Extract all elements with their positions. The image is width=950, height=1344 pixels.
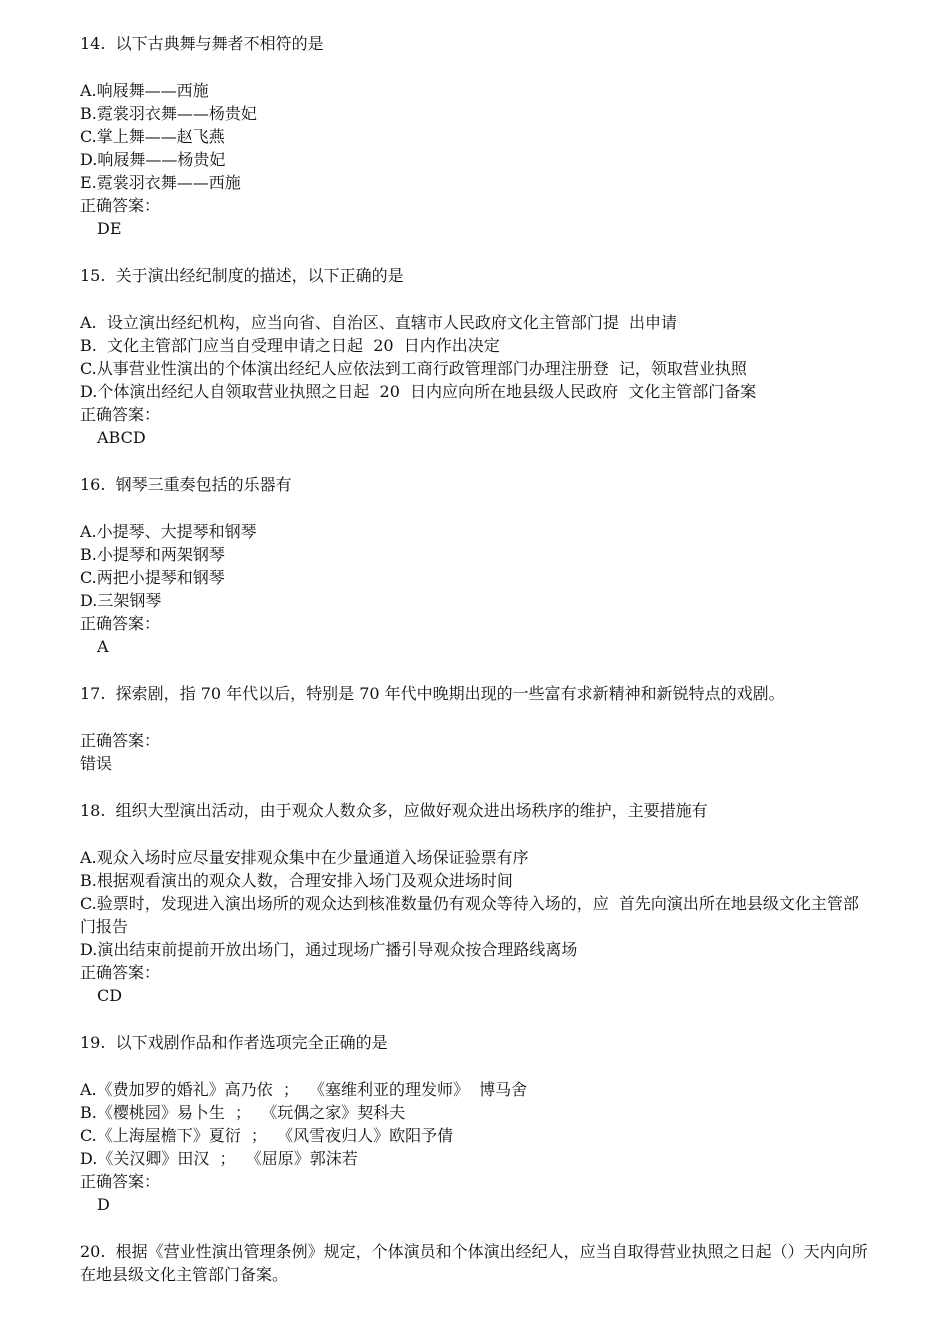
answer-value: CD [97,986,123,1005]
option-b: B.《樱桃园》易卜生 ； 《玩偶之家》契科夫 [80,1103,406,1122]
answer-value: ABCD [97,428,146,447]
option-c: C.两把小提琴和钢琴 [80,568,225,587]
question-14 [80,32,870,240]
question-title: 17. 探索剧，指 70 年代以后，特别是 70 年代中晚期出现的一些富有求新精神和新锐特点的戏剧。 [80,684,785,703]
question-title: 16. 钢琴三重奏包括的乐器有 [80,475,292,494]
option-c: C.掌上舞——赵飞燕 [80,127,225,146]
option-d: D.演出结束前提前开放出场门，通过现场广播引导观众按合理路线离场 [80,940,578,959]
answer-label: 正确答案： [80,1172,161,1191]
option-e: E.霓裳羽衣舞——西施 [80,173,241,192]
option-c: C.《上海屋檐下》夏衍 ； 《风雪夜归人》欧阳予倩 [80,1126,454,1145]
option-b: B.根据观看演出的观众人数，合理安排入场门及观众进场时间 [80,871,513,890]
option-d: D.个体演出经纪人自领取营业执照之日起 20 日内应向所在地县级人民政府 文化主管部门备案 [80,382,757,401]
question-title: 15. 关于演出经纪制度的描述，以下正确的是 [80,266,404,285]
answer-value: A [97,637,109,656]
option-c: C.验票时，发现进入演出场所的观众达到核准数量仍有观众等待入场的，应 首先向演出所在地县级文化主管部门报告 [80,894,859,936]
answer-label: 正确答案： [80,405,161,424]
question-18 [80,799,870,1007]
option-b: B.霓裳羽衣舞——杨贵妃 [80,104,257,123]
question-15 [80,264,870,449]
option-d: D.《关汉卿》田汉 ； 《屈原》郭沫若 [80,1149,358,1168]
option-a: A. 设立演出经纪机构，应当向省、自治区、直辖市人民政府文化主管部门提 出申请 [80,313,677,332]
option-c: C.从事营业性演出的个体演出经纪人应依法到工商行政管理部门办理注册登 记，领取营业执照 [80,359,747,378]
question-16 [80,473,870,658]
answer-label: 正确答案： [80,963,161,982]
question-title: 20. 根据《营业性演出管理条例》规定，个体演员和个体演出经纪人，应当自取得营业执照之日起（）天内向所在地县级文化主管部门备案。 [80,1242,868,1284]
option-a: A.观众入场时应尽量安排观众集中在少量通道入场保证验票有序 [80,848,529,867]
option-d: D.三架钢琴 [80,591,162,610]
question-title: 19. 以下戏剧作品和作者选项完全正确的是 [80,1033,388,1052]
question-title: 18. 组织大型演出活动，由于观众人数众多，应做好观众进出场秩序的维护，主要措施有 [80,801,708,820]
option-a: A.响屐舞——西施 [80,81,209,100]
question-title: 14. 以下古典舞与舞者不相符的是 [80,34,324,53]
option-d: D.响屐舞——杨贵妃 [80,150,226,169]
question-17 [80,682,870,775]
answer-label: 正确答案： [80,196,161,215]
answer-value: D [97,1195,110,1214]
option-a: A.小提琴、大提琴和钢琴 [80,522,257,541]
question-19 [80,1031,870,1216]
question-20 [80,1240,870,1286]
answer-label: 正确答案： [80,614,161,633]
option-a: A.《费加罗的婚礼》高乃依 ； 《塞维利亚的理发师》 博马舍 [80,1080,528,1099]
option-b: B. 文化主管部门应当自受理申请之日起 20 日内作出决定 [80,336,500,355]
option-b: B.小提琴和两架钢琴 [80,545,225,564]
answer-value: DE [97,219,122,238]
answer-value: 错误 [80,754,113,773]
answer-label: 正确答案： [80,731,161,750]
